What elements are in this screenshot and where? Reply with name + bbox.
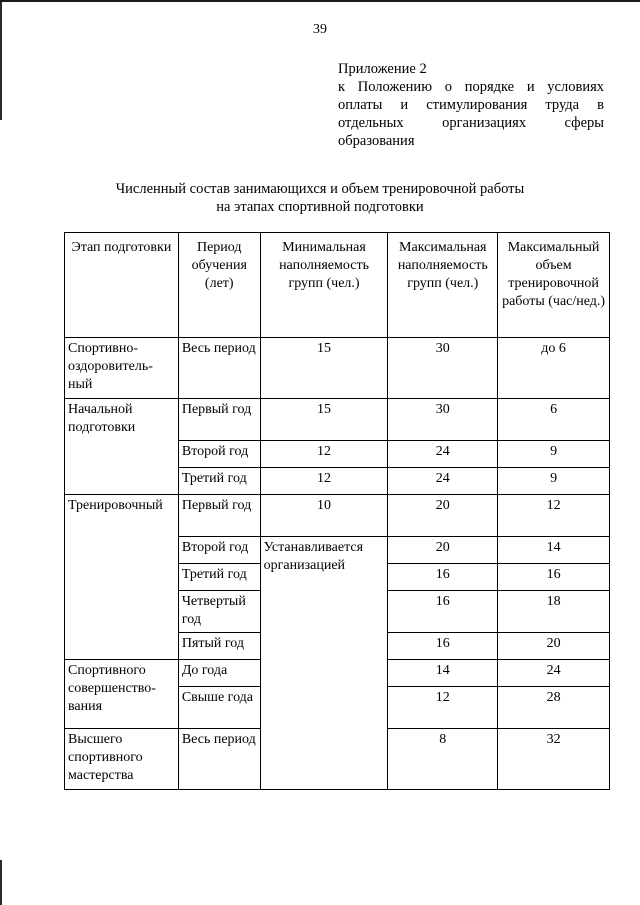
table-header-row bbox=[65, 233, 610, 338]
min-cell: 10 bbox=[260, 495, 388, 537]
max-cell: 30 bbox=[388, 399, 498, 441]
period-cell: Третий год bbox=[178, 468, 260, 495]
header-period: Период обучения (лет) bbox=[178, 233, 260, 338]
stage-cell: Спортивного совершенство-вания bbox=[65, 660, 179, 729]
header-max-volume: Максимальный объем тренировочной работы (час/нед.) bbox=[498, 233, 610, 338]
appendix-block bbox=[338, 60, 604, 150]
max-cell: 30 bbox=[388, 338, 498, 399]
min-cell: 15 bbox=[260, 338, 388, 399]
max-cell: 16 bbox=[388, 564, 498, 591]
period-cell: Второй год bbox=[178, 537, 260, 564]
period-cell: Пятый год bbox=[178, 633, 260, 660]
min-cell-org-note: Устанавливается организацией bbox=[260, 537, 388, 790]
page-number: 39 bbox=[313, 22, 327, 37]
table-row bbox=[65, 399, 610, 441]
scan-edge-left-bottom bbox=[0, 860, 2, 905]
scan-edge-left bbox=[0, 2, 2, 120]
max-cell: 20 bbox=[388, 537, 498, 564]
header-stage: Этап подготовки bbox=[65, 233, 179, 338]
header-max-size: Максимальная наполняемость групп (чел.) bbox=[388, 233, 498, 338]
document-title-line: Численный состав занимающихся и объем тренировочной работы bbox=[115, 181, 525, 197]
period-cell: До года bbox=[178, 660, 260, 687]
period-cell: Второй год bbox=[178, 441, 260, 468]
period-cell: Весь период bbox=[178, 729, 260, 790]
document-title-line: на этапах спортивной подготовки bbox=[216, 199, 424, 215]
min-cell: 12 bbox=[260, 468, 388, 495]
appendix-line: отдельных организациях сферы bbox=[338, 115, 604, 131]
volume-cell: 6 bbox=[498, 399, 610, 441]
max-cell: 8 bbox=[388, 729, 498, 790]
table-row bbox=[65, 338, 610, 399]
min-cell: 12 bbox=[260, 441, 388, 468]
stage-cell: Начальной подготовки bbox=[65, 399, 179, 495]
period-cell: Свыше года bbox=[178, 687, 260, 729]
table-row bbox=[65, 495, 610, 537]
period-cell: Четвертый год bbox=[178, 591, 260, 633]
volume-cell: 32 bbox=[498, 729, 610, 790]
period-cell: Первый год bbox=[178, 495, 260, 537]
appendix-line: к Положению о порядке и условиях bbox=[338, 79, 604, 95]
period-cell: Третий год bbox=[178, 564, 260, 591]
document-title bbox=[0, 180, 640, 216]
volume-cell: 9 bbox=[498, 468, 610, 495]
max-cell: 16 bbox=[388, 633, 498, 660]
volume-cell: до 6 bbox=[498, 338, 610, 399]
volume-cell: 28 bbox=[498, 687, 610, 729]
stage-cell: Спортивно-оздоровитель-ный bbox=[65, 338, 179, 399]
stage-cell: Тренировочный bbox=[65, 495, 179, 660]
period-cell: Первый год bbox=[178, 399, 260, 441]
volume-cell: 12 bbox=[498, 495, 610, 537]
appendix-line: оплаты и стимулирования труда в bbox=[338, 97, 604, 113]
period-cell: Весь период bbox=[178, 338, 260, 399]
max-cell: 24 bbox=[388, 468, 498, 495]
norms-table bbox=[64, 232, 610, 790]
volume-cell: 14 bbox=[498, 537, 610, 564]
volume-cell: 16 bbox=[498, 564, 610, 591]
min-cell: 15 bbox=[260, 399, 388, 441]
appendix-line: образования bbox=[338, 133, 415, 149]
max-cell: 14 bbox=[388, 660, 498, 687]
volume-cell: 20 bbox=[498, 633, 610, 660]
appendix-title: Приложение 2 bbox=[338, 61, 427, 77]
max-cell: 12 bbox=[388, 687, 498, 729]
header-min-size: Минимальная наполняемость групп (чел.) bbox=[260, 233, 388, 338]
stage-cell: Высшего спортивного мастерства bbox=[65, 729, 179, 790]
max-cell: 20 bbox=[388, 495, 498, 537]
volume-cell: 18 bbox=[498, 591, 610, 633]
max-cell: 24 bbox=[388, 441, 498, 468]
volume-cell: 24 bbox=[498, 660, 610, 687]
volume-cell: 9 bbox=[498, 441, 610, 468]
max-cell: 16 bbox=[388, 591, 498, 633]
scan-edge-top bbox=[0, 0, 640, 2]
